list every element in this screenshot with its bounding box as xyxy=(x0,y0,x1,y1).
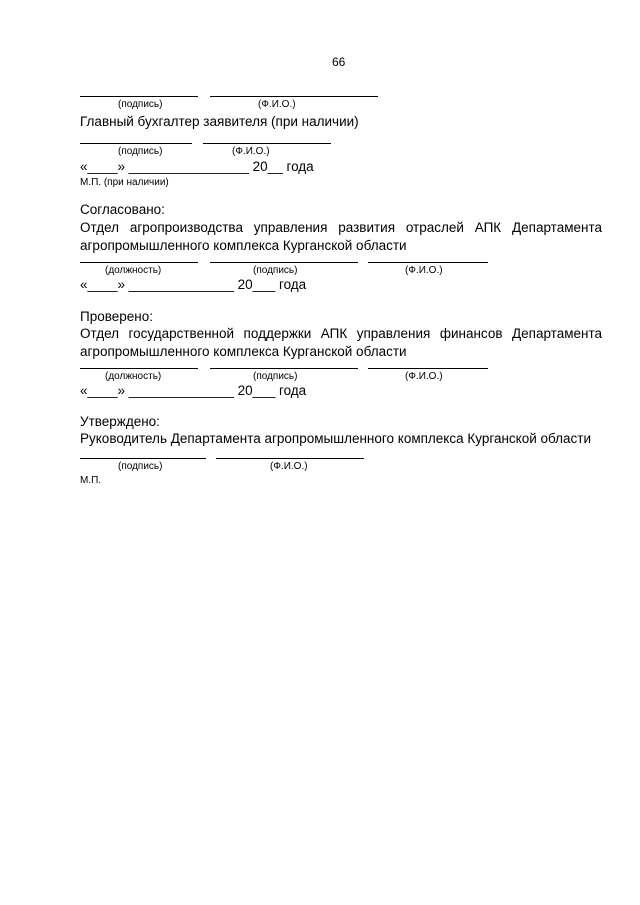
fio-line xyxy=(210,96,378,97)
fio-line xyxy=(368,262,488,263)
position-caption: (должность) xyxy=(105,371,162,382)
agreed-department: Отдел агропроизводства управления развития отраслей АПК Департамента агропромышленного комплекса Курганской области xyxy=(80,220,602,253)
signature-caption: (подпись) xyxy=(253,265,298,276)
signature-caption: (подпись) xyxy=(118,99,163,110)
position-line xyxy=(80,368,198,369)
signature-line xyxy=(80,96,198,97)
checked-heading: Проверено: xyxy=(80,309,153,324)
fio-line xyxy=(203,143,331,144)
seal-note: М.П. xyxy=(80,475,102,486)
fio-line xyxy=(368,368,488,369)
chief-accountant-title: Главный бухгалтер заявителя (при наличии) xyxy=(80,114,359,129)
position-line xyxy=(80,262,198,263)
signature-line xyxy=(210,368,358,369)
signature-line xyxy=(80,458,206,459)
signature-caption: (подпись) xyxy=(118,146,163,157)
fio-caption: (Ф.И.О.) xyxy=(405,371,443,382)
approved-title: Руководитель Департамента агропромышленного комплекса Курганской области xyxy=(80,431,592,446)
fio-caption: (Ф.И.О.) xyxy=(405,265,443,276)
signature-caption: (подпись) xyxy=(118,461,163,472)
date-line: «____» ______________ 20___ года xyxy=(80,383,307,398)
fio-caption: (Ф.И.О.) xyxy=(232,146,270,157)
seal-note: М.П. (при наличии) xyxy=(80,177,169,188)
fio-caption: (Ф.И.О.) xyxy=(258,99,296,110)
signature-line xyxy=(80,143,192,144)
date-line: «____» ______________ 20___ года xyxy=(80,277,307,292)
fio-line xyxy=(216,458,364,459)
date-line: «____» ________________ 20__ года xyxy=(80,159,314,174)
fio-caption: (Ф.И.О.) xyxy=(270,461,308,472)
signature-caption: (подпись) xyxy=(253,371,298,382)
checked-department: Отдел государственной поддержки АПК управления финансов Департамента агропромышленного комплекса Курганской области xyxy=(80,326,602,359)
position-caption: (должность) xyxy=(105,265,162,276)
approved-heading: Утверждено: xyxy=(80,414,160,429)
page-number: 66 xyxy=(332,55,346,69)
signature-line xyxy=(210,262,358,263)
agreed-heading: Согласовано: xyxy=(80,202,165,217)
